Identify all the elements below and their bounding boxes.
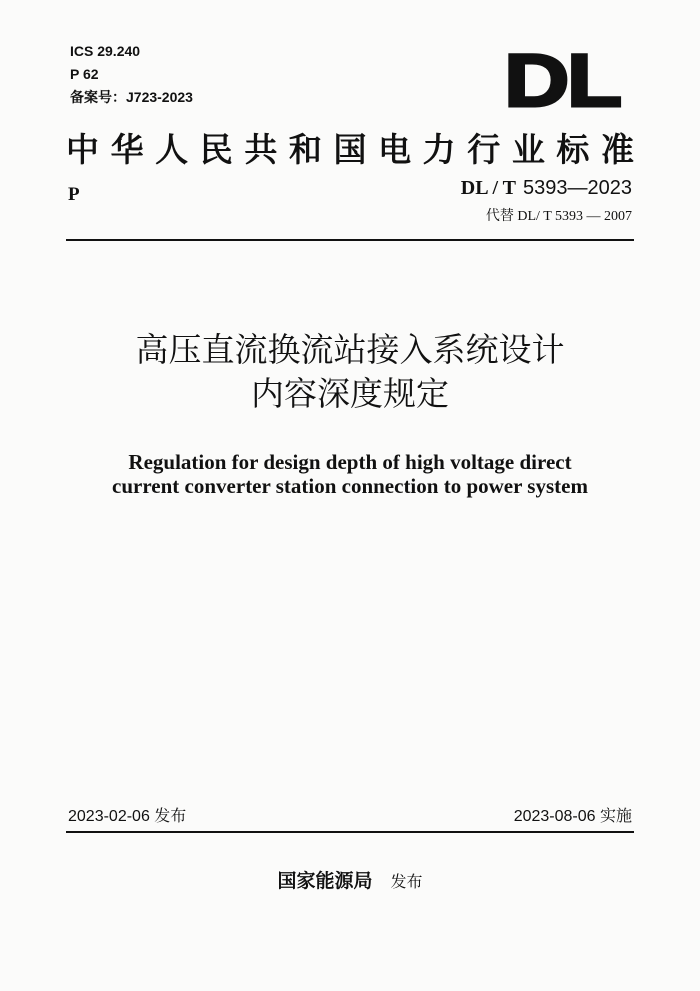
standard-number-prefix: DL / T: [460, 177, 517, 199]
issue-date: 2023-02-06 发布: [68, 808, 187, 825]
issuer-action: 发布: [390, 874, 423, 891]
standard-number: [461, 176, 632, 200]
top-divider: [66, 239, 634, 241]
title-chinese: [0, 328, 700, 416]
implementation-date: 2023-08-06 实施: [513, 808, 632, 825]
record-number: 备案号：J723-2023: [70, 89, 193, 105]
title-chinese-line-2: 内容深度规定: [251, 374, 449, 413]
meta-block: [70, 40, 193, 109]
replaces-standard: 代替 DL/ T 5393 — 2007: [485, 209, 632, 224]
title-chinese-line-1: 高压直流换流站接入系统设计: [135, 330, 565, 369]
title-english-line-1: Regulation for design depth of high voltage direct: [128, 450, 572, 474]
standard-number-code: 5393—2023: [523, 177, 632, 199]
dl-logo: DL: [504, 39, 620, 122]
title-english-line-2: current converter station connection to power system: [112, 474, 588, 498]
bottom-divider: [66, 831, 634, 833]
class-letter: P: [68, 184, 80, 205]
standard-category: 中华人民共和国电力行业标准: [66, 130, 634, 169]
title-english: [0, 450, 700, 498]
issuer-name: 国家能源局: [277, 870, 373, 892]
issuer: [0, 866, 700, 893]
class-code: P 62: [70, 66, 99, 82]
ics-code: ICS 29.240: [70, 43, 141, 59]
